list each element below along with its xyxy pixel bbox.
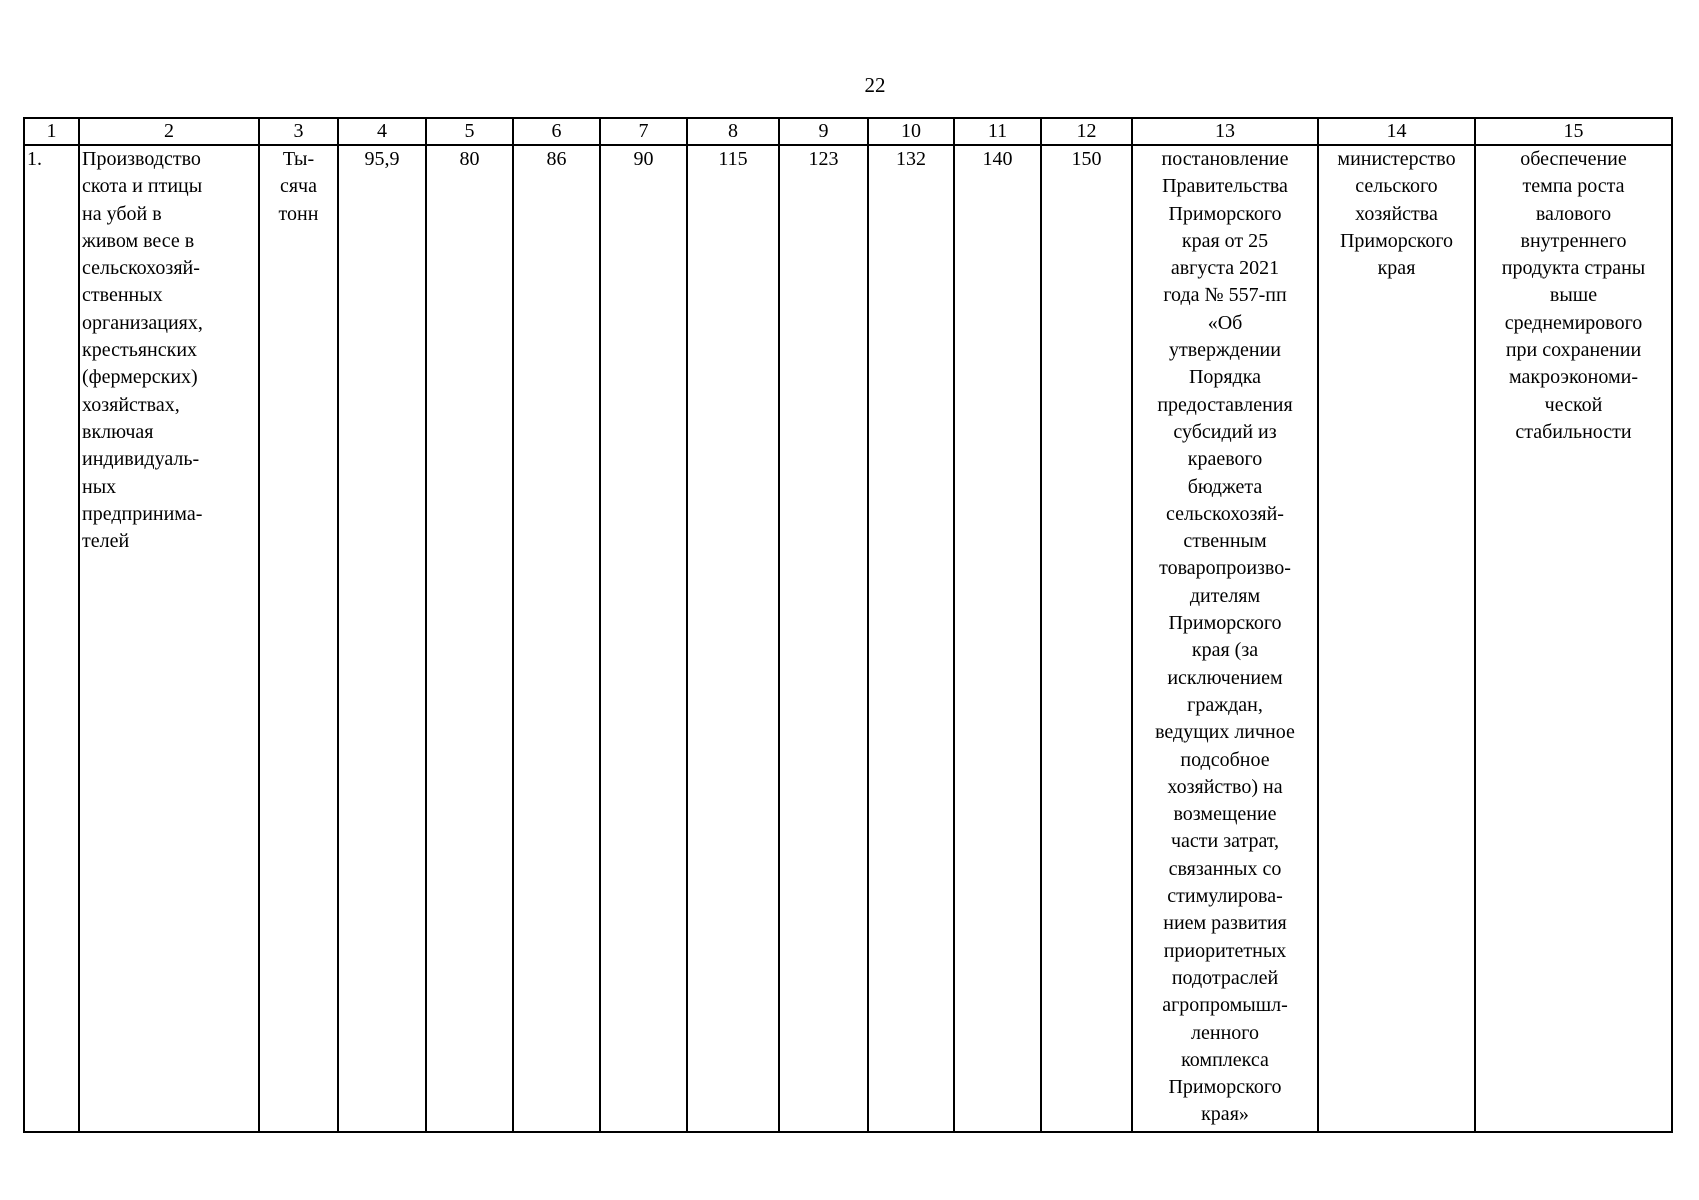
- table-row: [24, 145, 1672, 1132]
- column-header-15: 15: [1475, 118, 1672, 145]
- unit-line: Ты-: [282, 148, 315, 170]
- value-cell-col5: 80: [426, 145, 513, 1132]
- value-cell-col6: 86: [513, 145, 600, 1132]
- goal-line: темпа роста: [1522, 175, 1625, 198]
- column-header-10: 10: [868, 118, 954, 145]
- legal-document-line: приоритетных: [1163, 939, 1287, 962]
- legal-document-line: постановление: [1161, 148, 1289, 170]
- value-cell-col8: 115: [687, 145, 779, 1132]
- indicator-name-line: телей: [82, 530, 130, 553]
- legal-document-line: товаропроизво-: [1159, 557, 1291, 580]
- goal-line: при сохранении: [1505, 339, 1642, 362]
- responsible-executor-line: сельского: [1355, 175, 1438, 198]
- goal-line: выше: [1549, 284, 1598, 307]
- responsible-executor-line: края: [1377, 257, 1416, 280]
- legal-document-line: дителям: [1189, 584, 1261, 607]
- indicator-name-line: на убой в: [82, 202, 162, 225]
- legal-document-line: Правительства: [1162, 175, 1288, 198]
- legal-document-line: краевого: [1187, 448, 1263, 471]
- indicator-name-line: крестьянских: [82, 339, 198, 362]
- goal-line: продукта страны: [1501, 257, 1646, 280]
- legal-document-line: Порядка: [1188, 366, 1262, 389]
- legal-document-line: сельскохозяй-: [1166, 502, 1284, 525]
- indicator-name-line: сельскохозяй-: [82, 257, 200, 280]
- indicator-table: [23, 117, 1673, 1133]
- column-header-2: 2: [79, 118, 259, 145]
- legal-document-line: возмещение: [1173, 803, 1277, 826]
- legal-document-line: бюджета: [1187, 475, 1263, 498]
- value-cell-col12: 150: [1041, 145, 1132, 1132]
- header-row: [24, 118, 1672, 145]
- column-header-5: 5: [426, 118, 513, 145]
- indicator-name-line: хозяйствах,: [82, 393, 180, 416]
- legal-document-line: связанных со: [1168, 857, 1282, 880]
- legal-document-line: нием развития: [1163, 912, 1287, 935]
- indicator-name-line: Производство: [82, 148, 201, 170]
- legal-document-line: стимулирова-: [1167, 885, 1283, 908]
- legal-document-line: комплекса: [1181, 1048, 1269, 1071]
- goal-line: ческой: [1544, 393, 1603, 416]
- legal-document-line: ственным: [1183, 530, 1267, 553]
- legal-document-line: «Об: [1207, 311, 1243, 334]
- responsible-executor-line: министерство: [1337, 148, 1456, 170]
- indicator-name-line: живом весе в: [82, 229, 195, 252]
- row-index: 1.: [24, 145, 79, 1132]
- responsible-executor-line: хозяйства: [1355, 202, 1438, 225]
- legal-document-line: предоставления: [1157, 393, 1293, 416]
- indicator-name-line: ственных: [82, 284, 163, 307]
- legal-document-line: утверждении: [1169, 339, 1281, 362]
- legal-document-line: года № 557-пп: [1163, 284, 1287, 307]
- unit-line: тонн: [278, 202, 319, 225]
- unit-line: сяча: [279, 175, 317, 198]
- column-header-3: 3: [259, 118, 338, 145]
- indicator-name-line: предпринима-: [82, 502, 203, 525]
- column-header-12: 12: [1041, 118, 1132, 145]
- indicator-name-line: включая: [82, 420, 154, 443]
- goal-line: внутреннего: [1520, 229, 1627, 252]
- responsible-executor-line: Приморского: [1339, 229, 1454, 252]
- column-header-4: 4: [338, 118, 426, 145]
- legal-document-line: Приморского: [1168, 612, 1282, 635]
- value-cell-col10: 132: [868, 145, 954, 1132]
- value-cell-col11: 140: [954, 145, 1041, 1132]
- value-cell-col7: 90: [600, 145, 687, 1132]
- value-cell-col9: 123: [779, 145, 868, 1132]
- column-header-14: 14: [1318, 118, 1475, 145]
- legal-document-line: подотраслей: [1171, 966, 1279, 989]
- responsible-executor-cell: [1318, 145, 1475, 1132]
- legal-document-line: края (за: [1191, 639, 1259, 662]
- legal-document-line: Приморского: [1168, 1076, 1282, 1099]
- indicator-name-line: (фермерских): [82, 366, 198, 389]
- column-header-1: 1: [24, 118, 79, 145]
- legal-document-line: граждан,: [1187, 693, 1263, 716]
- goal-cell: [1475, 145, 1672, 1132]
- legal-document-line: Приморского: [1168, 202, 1282, 225]
- indicator-name-line: организациях,: [82, 311, 203, 334]
- goal-line: макроэкономи-: [1509, 366, 1638, 389]
- legal-document-line: субсидий из: [1173, 420, 1277, 443]
- page-number: 22: [864, 73, 886, 97]
- indicator-name-cell: [79, 145, 259, 1132]
- legal-document-line: ленного: [1191, 1021, 1259, 1044]
- column-header-6: 6: [513, 118, 600, 145]
- column-header-11: 11: [954, 118, 1041, 145]
- legal-document-line: агропромышл-: [1162, 994, 1288, 1017]
- column-header-8: 8: [687, 118, 779, 145]
- legal-document-line: подсобное: [1180, 748, 1270, 771]
- unit-cell: [259, 145, 338, 1132]
- indicator-name-line: скота и птицы: [82, 175, 203, 198]
- indicator-name-line: ных: [82, 475, 117, 498]
- legal-document-line: края от 25: [1181, 229, 1269, 252]
- goal-line: валового: [1535, 202, 1612, 225]
- legal-document-line: исключением: [1167, 666, 1283, 689]
- goal-line: стабильности: [1515, 420, 1632, 443]
- column-header-13: 13: [1132, 118, 1318, 145]
- value-cell-col4: 95,9: [338, 145, 426, 1132]
- legal-document-line: части затрат,: [1170, 830, 1280, 853]
- column-header-9: 9: [779, 118, 868, 145]
- goal-line: обеспечение: [1520, 148, 1627, 170]
- column-header-7: 7: [600, 118, 687, 145]
- legal-document-cell: [1132, 145, 1318, 1132]
- legal-document-line: хозяйство) на: [1167, 775, 1283, 798]
- legal-document-line: края»: [1201, 1103, 1249, 1126]
- goal-line: среднемирового: [1504, 311, 1643, 334]
- legal-document-line: ведущих личное: [1155, 721, 1295, 744]
- legal-document-line: августа 2021: [1170, 257, 1280, 280]
- indicator-name-line: индивидуаль-: [82, 448, 200, 471]
